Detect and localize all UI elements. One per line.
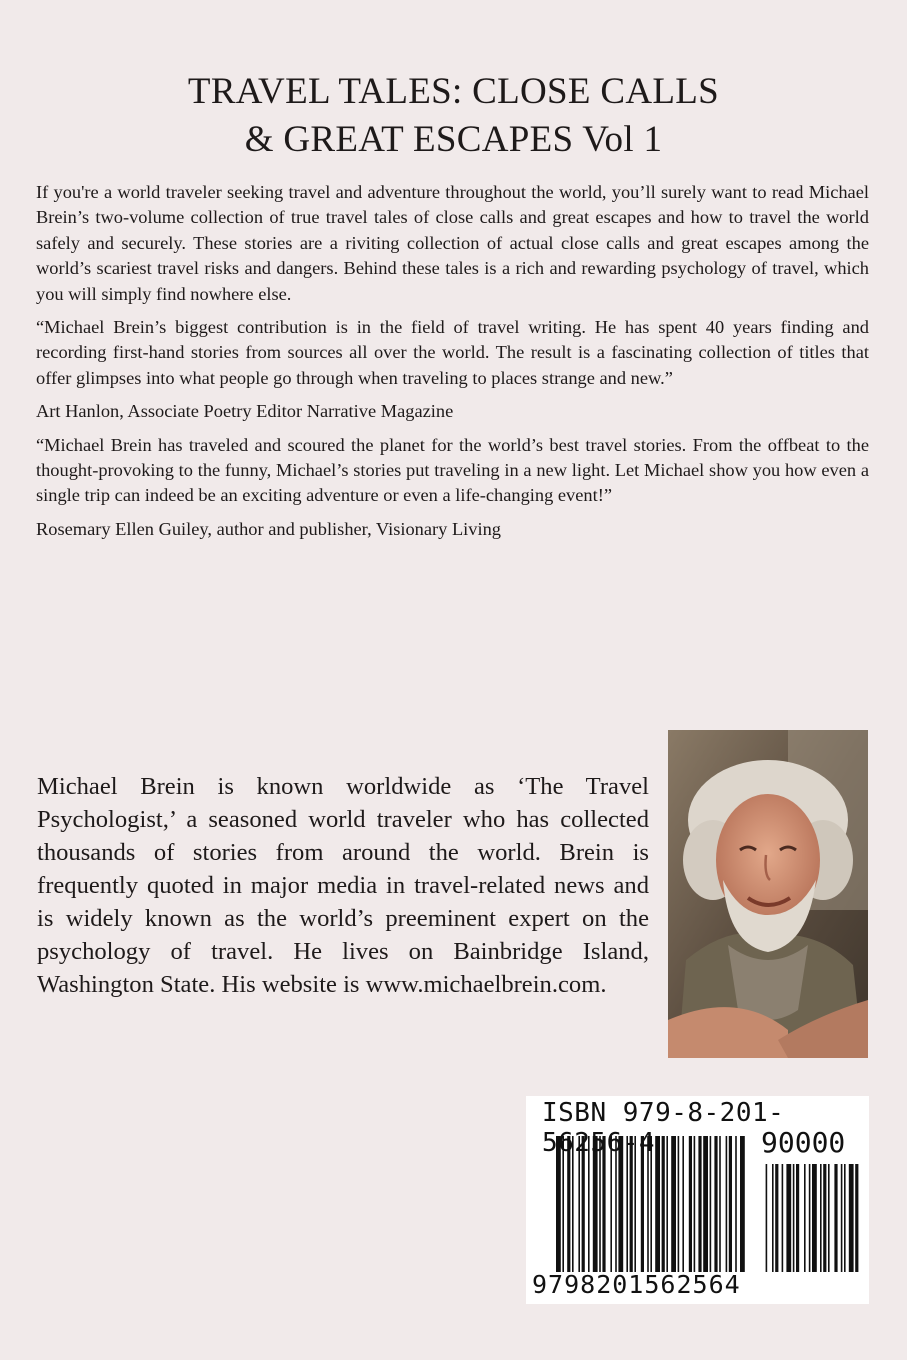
price-bar	[786, 1164, 791, 1272]
price-bar	[855, 1164, 858, 1272]
price-bar	[804, 1164, 806, 1272]
price-bar	[828, 1164, 830, 1272]
review-attribution-1: Art Hanlon, Associate Poetry Editor Narrative Magazine	[36, 401, 454, 422]
book-title	[0, 68, 907, 164]
isbn-barcode	[526, 1096, 869, 1304]
isbn-number: ISBN 979-8-201-56256-4	[542, 1098, 785, 1158]
book-title-line-2: & GREAT ESCAPES Vol 1	[244, 119, 663, 160]
price-bar	[796, 1164, 799, 1272]
price-bar	[782, 1164, 784, 1272]
price-bar	[775, 1164, 778, 1272]
review-quote-1: “Michael Brein’s biggest contribution is in the field of travel writing. He has spent 40 years finding and recording first-hand stories from sources all over the world. The result is a fascinating collection of titles that offer glimpses into what people go through when traveling to places strange and new.”	[36, 317, 869, 388]
intro-paragraph: If you're a world traveler seeking travel and adventure throughout the world, you’ll surely want to read Michael Brein’s two-volume collection of true travel tales of close calls and great escapes and how to travel the world safely and securely. These stories are a riviting collection of actual close calls and great escapes among the world’s scariest travel risks and dangers. Behind these tales is a rich and rewarding psychology of travel, which you will simply find nowhere else.	[36, 182, 869, 304]
price-bar	[809, 1164, 811, 1272]
review-attribution-2: Rosemary Ellen Guiley, author and publisher, Visionary Living	[36, 518, 501, 539]
ean-digits: 9798201562564	[532, 1270, 741, 1299]
price-bar	[834, 1164, 837, 1272]
price-bar	[793, 1164, 795, 1272]
author-photo	[668, 730, 868, 1058]
price-bar	[772, 1164, 774, 1272]
author-bio: Michael Brein is known worldwide as ‘The Travel Psychologist,’ a seasoned world traveler who has collected thousands of stories from around the world. Brein is frequently quoted in major media in travel-related news and is widely known as the world’s preeminent expert on the psychology of travel. He lives on Bainbridge Island, Washington State. His website is www.michaelbrein.com.	[37, 773, 649, 998]
book-title-line-1: TRAVEL TALES: CLOSE CALLS	[187, 71, 720, 112]
review-quote-2: “Michael Brein has traveled and scoured the planet for the world’s best travel stories. From the offbeat to the thought-provoking to the funny, Michael’s stories put traveling in a new light. Let Michael show you how even a single trip can indeed be an exciting adventure or even a life-changing event!”	[36, 434, 869, 506]
price-bar	[844, 1164, 846, 1272]
price-bar	[812, 1164, 817, 1272]
price-code: 90000	[761, 1126, 846, 1159]
price-bar	[823, 1164, 826, 1272]
price-bar	[841, 1164, 843, 1272]
price-bar	[849, 1164, 854, 1272]
price-bar	[766, 1164, 768, 1272]
price-bar	[820, 1164, 822, 1272]
back-cover-blurb	[36, 180, 869, 550]
